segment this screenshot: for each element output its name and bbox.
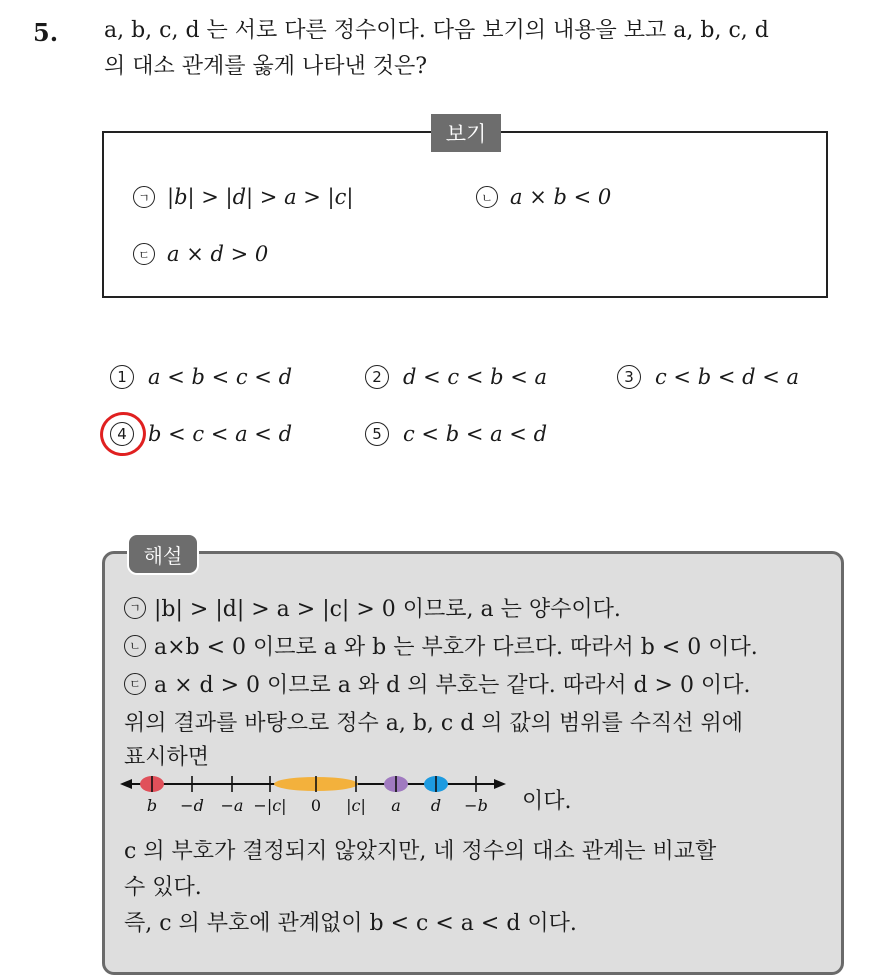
bogi-item-text: |b| > |d| > a > |c| — [167, 185, 354, 209]
bogi-item-text: a × d > 0 — [167, 242, 269, 266]
solution-line-text: |b| > |d| > a > |c| > 0 이므로, a 는 양수이다. — [154, 597, 621, 622]
bogi-item-3 — [133, 242, 268, 266]
solution-title: 해설 — [127, 533, 199, 575]
number-line-suffix: 이다. — [522, 789, 572, 814]
choice-number-icon: 5 — [365, 422, 389, 446]
arrow-left-icon — [120, 779, 132, 789]
tick-label: −b — [464, 796, 488, 815]
solution-tail-1: c 의 부호가 결정되지 않았지만, 네 정수의 대소 관계는 비교할 — [124, 839, 717, 864]
choice-text: d < c < b < a — [403, 365, 548, 389]
number-line-labels — [147, 796, 488, 815]
arrow-right-icon — [494, 779, 506, 789]
choice-3[interactable] — [617, 365, 799, 389]
solution-line-4: 위의 결과를 바탕으로 정수 a, b, c d 의 값의 범위를 수직선 위에 — [124, 711, 744, 736]
question-text-line1: a, b, c, d 는 서로 다른 정수이다. 다음 보기의 내용을 보고 a, b, c, d — [104, 18, 769, 43]
choice-number-icon: 3 — [617, 365, 641, 389]
choice-2[interactable] — [365, 365, 547, 389]
solution-line-text: a × d > 0 이므로 a 와 d 의 부호는 같다. 따라서 d > 0 이다. — [154, 673, 751, 698]
choice-1[interactable] — [110, 365, 292, 389]
tick-label: −|c| — [253, 796, 287, 815]
choice-number-icon: 4 — [110, 422, 134, 446]
number-line — [120, 766, 520, 818]
tick-label: −d — [180, 796, 204, 815]
tick-label: a — [391, 796, 401, 815]
solution-tail-3: 즉, c 의 부호에 관계없이 b < c < a < d 이다. — [124, 911, 577, 936]
choice-number-icon: 2 — [365, 365, 389, 389]
tick-label: b — [146, 796, 158, 815]
choice-text: c < b < d < a — [655, 365, 800, 389]
circled-letter-icon: ㄴ — [476, 186, 498, 208]
selected-answer-circle — [96, 408, 150, 461]
choice-text: b < c < a < d — [148, 422, 293, 446]
question-number: 5. — [33, 18, 59, 47]
solution-line-3 — [124, 668, 750, 699]
solution-line-2 — [124, 630, 758, 661]
choice-number-icon: 1 — [110, 365, 134, 389]
question-text-line2: 의 대소 관계를 옳게 나타낸 것은? — [104, 54, 428, 79]
bogi-item-2 — [476, 185, 611, 209]
circled-letter-icon: ㄷ — [133, 243, 155, 265]
circled-letter-icon: ㄱ — [133, 186, 155, 208]
tick-label: −a — [220, 796, 244, 815]
solution-line-1 — [124, 592, 621, 623]
tick-label: |c| — [346, 796, 366, 815]
circled-letter-icon: ㄴ — [124, 635, 146, 657]
circled-letter-icon: ㄷ — [124, 673, 146, 695]
solution-line-text: a×b < 0 이므로 a 와 b 는 부호가 다르다. 따라서 b < 0 이다. — [154, 635, 758, 660]
tick-label: 0 — [310, 796, 322, 815]
bogi-box — [102, 131, 828, 298]
circled-letter-icon: ㄱ — [124, 597, 146, 619]
choice-5[interactable] — [365, 422, 547, 446]
tick-label: d — [430, 796, 442, 815]
solution-tail-2: 수 있다. — [124, 875, 202, 900]
bogi-item-1 — [133, 185, 353, 209]
choice-text: c < b < a < d — [403, 422, 548, 446]
solution-line-5: 표시하면 — [124, 745, 210, 770]
bogi-title: 보기 — [431, 114, 501, 152]
bogi-item-text: a × b < 0 — [510, 185, 612, 209]
choice-text: a < b < c < d — [148, 365, 293, 389]
